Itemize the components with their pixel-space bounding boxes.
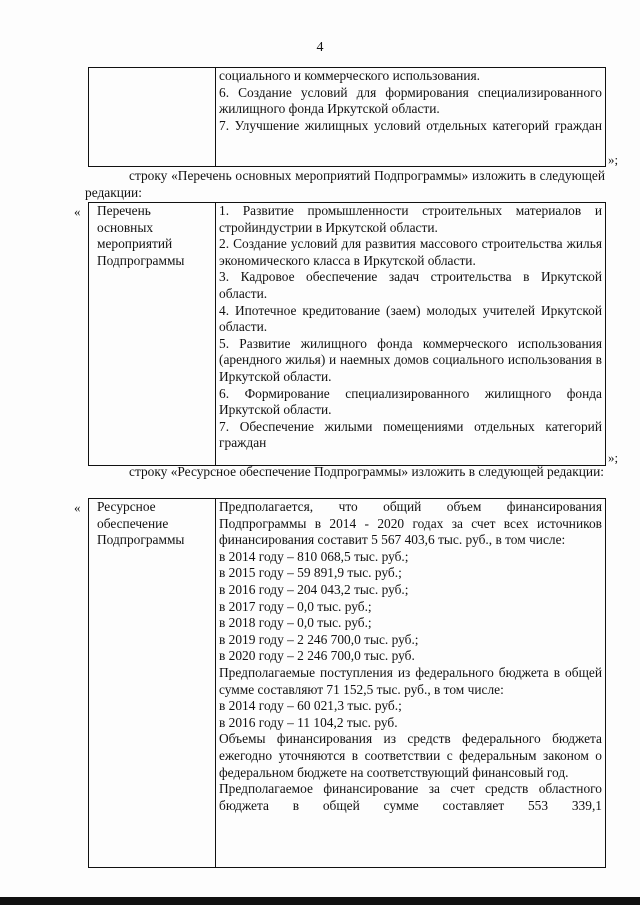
closing-quote: »; [608, 450, 619, 465]
table-measures [88, 202, 606, 466]
list-item: 6. Формирование специализированного жилищного фонда Иркутской области. [219, 385, 602, 418]
paragraph-resource-provision: строку «Ресурсное обеспечение Подпрограммы» изложить в следующей редакции: [129, 464, 604, 479]
year-line: в 2020 году – 2 246 700,0 тыс. руб. [219, 648, 415, 664]
table-content-cell [216, 68, 605, 166]
label-line: обеспечение [97, 515, 169, 531]
list-item: 7. Улучшение жилищных условий отдельных категорий граждан [219, 117, 602, 133]
year-line: в 2014 году – 60 021,3 тыс. руб.; [219, 698, 402, 714]
list-item: 4. Ипотечное кредитование (заем) молодых учителей Иркутской области. [219, 302, 602, 335]
label-line: Подпрограммы [97, 532, 185, 548]
label-line: Подпрограммы [97, 252, 185, 268]
table-resources [88, 498, 606, 868]
year-line: в 2016 году – 204 043,2 тыс. руб.; [219, 581, 409, 597]
closing-quote: »; [608, 152, 619, 167]
regional-funding: Предполагаемое финансирование за счет средств областного бюджета в общей сумме составляет 553 339,1 [219, 781, 602, 813]
label-line: Перечень [97, 203, 151, 218]
label-line: основных [97, 219, 154, 235]
scan-bottom-edge [0, 897, 640, 905]
list-item: 7. Обеспечение жилыми помещениями отдельных категорий граждан [219, 418, 602, 451]
year-line: в 2018 году – 0,0 тыс. руб.; [219, 615, 372, 631]
list-item: 3. Кадровое обеспечение задач строительства в Иркутской области. [219, 269, 602, 301]
table-continuation [88, 67, 606, 167]
federal-note: Объемы финансирования из средств федерального бюджета ежегодно уточняются в соответствии с федеральным законом о федеральном бюджете на соответствующий финансовый год. [219, 731, 602, 780]
table-content-cell [216, 499, 605, 867]
year-line: в 2019 году – 2 246 700,0 тыс. руб.; [219, 631, 419, 647]
label-line: Ресурсное [97, 499, 156, 514]
year-line: в 2014 году – 810 068,5 тыс. руб.; [219, 548, 409, 564]
label-line: мероприятий [97, 236, 173, 252]
year-line: в 2017 году – 0,0 тыс. руб.; [219, 598, 372, 614]
year-line: в 2016 году – 11 104,2 тыс. руб. [219, 714, 398, 730]
list-item: 5. Развитие жилищного фонда коммерческого использования (арендного жилья) и наемных домов социального использования в Иркутской области. [219, 335, 602, 384]
opening-quote: « [74, 204, 81, 219]
year-line: в 2015 году – 59 891,9 тыс. руб.; [219, 565, 402, 581]
table-label-cell [89, 499, 216, 867]
federal-intro: Предполагаемые поступления из федерального бюджета в общей сумме составляют 71 152,5 тыс. руб., в том числе: [219, 664, 602, 697]
page-number: 4 [316, 40, 324, 55]
list-item: 1. Развитие промышленности строительных материалов и стройиндустрии в Иркутской области. [219, 203, 602, 235]
list-item: социального и коммерческого использования. [219, 68, 481, 83]
list-item: 2. Создание условий для развития массового строительства жилья экономического класса в Иркутской области. [219, 236, 602, 268]
table-label-cell-empty [89, 68, 216, 166]
paragraph-list-of-measures: строку «Перечень основных мероприятий Подпрограммы» изложить в следующей редакции: [85, 168, 605, 200]
opening-quote: « [74, 500, 81, 515]
list-item: 6. Создание условий для формирования специализированного жилищного фонда Иркутской области. [219, 84, 602, 117]
funding-intro: Предполагается, что общий объем финансирования Подпрограммы в 2014 - 2020 годах за счет всех источников финансирования составит 5 567 403,6 тыс. руб., в том числе: [219, 499, 602, 548]
table-label-cell [89, 203, 216, 465]
table-content-cell [216, 203, 605, 465]
